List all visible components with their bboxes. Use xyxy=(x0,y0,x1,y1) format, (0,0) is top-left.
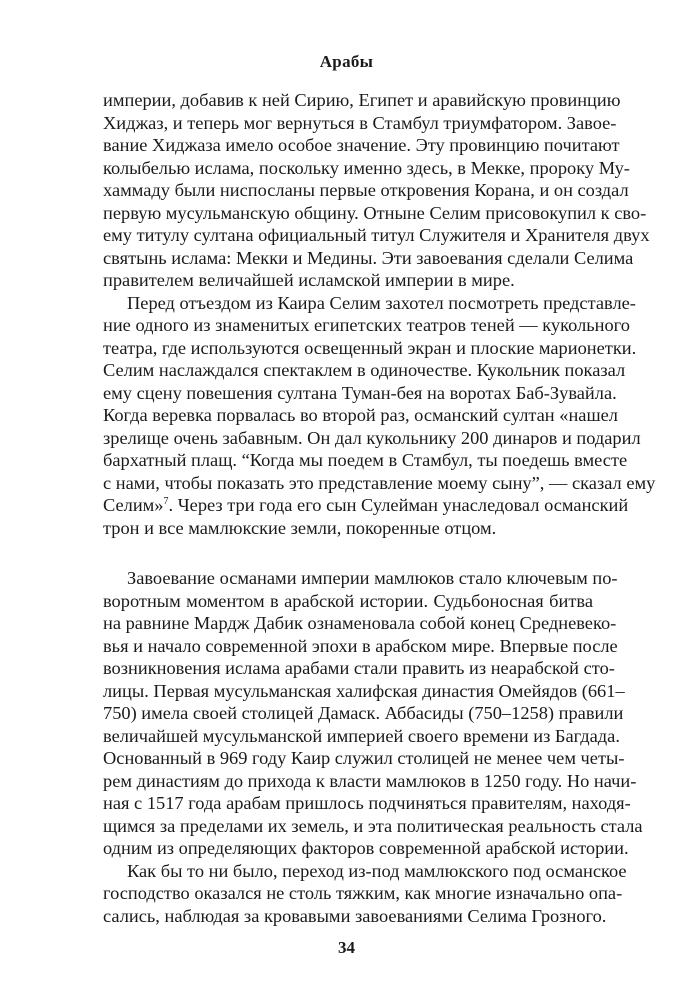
line-text: вание Хиджаза имело особое значение. Эту провинцию почитают xyxy=(103,135,620,155)
paragraph xyxy=(103,89,650,292)
text-line xyxy=(103,134,620,157)
line-text: величайшей мусульманской империей своего времени из Багдада. xyxy=(103,725,620,746)
running-header: Арабы xyxy=(319,52,374,71)
text-line xyxy=(103,860,627,883)
line-text: господство оказался не столь тяжким, как многие изначально опа- xyxy=(103,883,623,903)
text-line xyxy=(103,382,617,405)
line-text: Основанный в 969 году Каир служил столицей не менее чем четы- xyxy=(103,748,625,768)
footnote-marker[interactable]: 7 xyxy=(163,496,169,507)
line-text: зрелище очень забавным. Он дал кукольнику 200 динаров и подарил xyxy=(103,427,641,448)
text-line xyxy=(103,314,630,337)
text-line xyxy=(103,882,623,905)
paragraph xyxy=(103,567,643,860)
page-number: 34 xyxy=(338,938,355,957)
line-text: ние одного из знаменитых египетских театров теней — кукольного xyxy=(103,315,630,335)
page-body xyxy=(103,89,656,927)
line-text: театра, где используются освещенный экран и плоские марионетки. xyxy=(103,337,637,358)
text-line xyxy=(103,567,618,590)
line-text: . Через три года его сын Сулейман унаследовал османский xyxy=(168,495,629,515)
line-text: вья и начало современной эпохи в арабском мире. Впервые после xyxy=(103,635,618,656)
text-line xyxy=(103,179,629,202)
line-text: Селим» xyxy=(103,495,164,515)
text-line xyxy=(103,449,628,472)
text-line xyxy=(103,815,643,838)
text-line xyxy=(103,292,636,315)
line-text: ему сцену повешения султана Туман-бея на воротах Баб-Зувайла. xyxy=(103,382,617,403)
line-text: колыбелью ислама, поскольку именно здесь, в Мекке, пророку Му- xyxy=(103,157,630,178)
text-line xyxy=(103,635,618,658)
text-line xyxy=(103,89,621,112)
line-text: рем династиям до прихода к власти мамлюков в 1250 году. Но начи- xyxy=(103,770,637,791)
text-line xyxy=(103,112,617,135)
text-line xyxy=(103,427,641,450)
line-text: сались, наблюдая за кровавыми завоеваниями Селима Грозного. xyxy=(103,905,607,926)
line-text: первую мусульманскую общину. Отныне Селим присовокупил к сво- xyxy=(103,202,647,223)
text-line xyxy=(103,725,620,748)
text-line xyxy=(103,517,593,540)
text-line xyxy=(103,590,593,613)
text-line xyxy=(103,359,626,382)
text-line xyxy=(103,792,631,815)
line-text: лицы. Первая мусульманская халифская династия Омейядов (661– xyxy=(103,680,625,701)
line-text: Завоевание османами империи мамлюков стало ключевым по- xyxy=(127,568,618,588)
text-line xyxy=(103,680,625,703)
line-text: одним из определяющих факторов современной арабской истории. xyxy=(103,838,629,858)
line-text: империи, добавив к ней Сирию, Египет и аравийскую провинцию xyxy=(103,90,621,110)
text-line xyxy=(103,472,656,495)
line-text: с нами, чтобы показать это представление моему сыну”, — сказал ему xyxy=(103,472,656,493)
line-text: Хиджаз, и теперь мог вернуться в Стамбул триумфатором. Завое- xyxy=(103,112,617,133)
text-line xyxy=(103,702,624,725)
text-line xyxy=(103,337,637,360)
line-text: воротным моментом в арабской истории. Судьбоносная битва xyxy=(103,590,593,611)
line-text: возникновения ислама арабами стали править из неарабской сто- xyxy=(103,658,615,678)
text-line xyxy=(103,747,625,770)
line-text: ная с 1517 года арабам пришлось подчиняться правителям, находя- xyxy=(103,793,631,813)
text-line xyxy=(103,404,618,427)
paragraph xyxy=(103,860,627,928)
text-line xyxy=(103,494,629,517)
text-line xyxy=(103,837,629,860)
line-text: хаммаду были ниспосланы первые откровения Корана, и он создал xyxy=(103,180,629,200)
text-line xyxy=(103,612,617,635)
line-text: 750) имела своей столицей Дамаск. Аббасиды (750–1258) правили xyxy=(103,703,624,723)
line-text: Перед отъездом из Каира Селим захотел посмотреть представле- xyxy=(127,292,636,313)
line-text: бархатный плащ. “Когда мы поедем в Стамбул, ты поедешь вместе xyxy=(103,450,628,470)
line-text: щимся за пределами их земель, и эта политическая реальность стала xyxy=(103,815,643,836)
line-text: Когда веревка порвалась во второй раз, османский султан «нашел xyxy=(103,405,618,425)
text-line xyxy=(103,247,634,270)
text-line xyxy=(103,224,650,247)
text-line xyxy=(103,657,615,680)
text-line xyxy=(103,269,593,292)
line-text: Селим наслаждался спектаклем в одиночестве. Кукольник показал xyxy=(103,360,626,380)
section-break xyxy=(103,539,593,567)
line-text: трон и все мамлюкские земли, покоренные отцом. xyxy=(103,517,497,538)
line-text: на равнине Мардж Дабик ознаменовала собой конец Средневеко- xyxy=(103,613,617,633)
line-text: правителем величайшей исламской империи в мире. xyxy=(103,270,515,290)
text-line xyxy=(103,905,607,928)
text-line xyxy=(103,157,630,180)
paragraph xyxy=(103,292,656,540)
text-line xyxy=(103,202,647,225)
line-text: ему титулу султана официальный титул Служителя и Хранителя двух xyxy=(103,225,650,245)
text-line xyxy=(103,770,637,793)
line-text: святынь ислама: Мекки и Медины. Эти завоевания сделали Селима xyxy=(103,247,634,268)
line-text: Как бы то ни было, переход из-под мамлюкского под османское xyxy=(127,860,627,881)
